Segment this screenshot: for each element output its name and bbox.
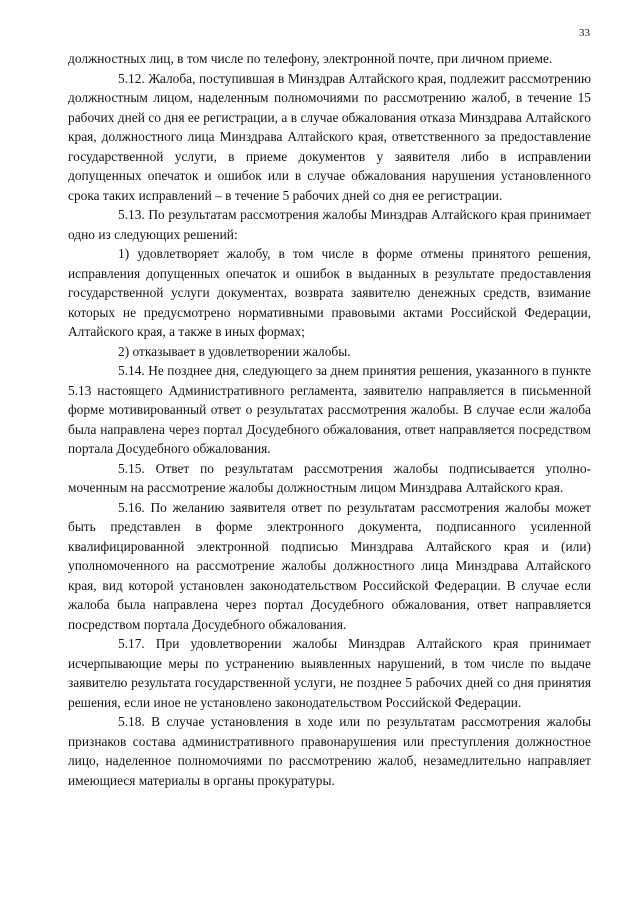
page-number: 33 [579,27,590,39]
paragraph-5-13-item-1: 1) удовлетворяет жалобу, в том числе в форме отмены принятого решения, исправления допущенных опечаток и ошибок в выданных в результате предоставления государственной услуги документах, возврата заявителю денежных средств, взимание которых не предусмотрено нормативными правовыми актами Российской Федерации, Алтайского края, а также в иных формах; [68,246,591,339]
paragraph-5-13: 5.13. По результатам рассмотрения жалобы Минздрав Алтайского края принимает одно из следующих решений: [68,207,591,242]
paragraph-5-14: 5.14. Не позднее дня, следующего за днем принятия решения, указанного в пункте 5.13 настоящего Административного регламента, заявителю направляется в письменной форме мотивированный ответ о результатах рассмотрения жалобы. В случае если жалоба была направлена через портал Досудебного обжалования, ответ направляется посредством портала Досудебного обжалования. [68,363,591,456]
paragraph-5-18: 5.18. В случае установления в ходе или по результатам рассмотрения жалобы признаков состава административного правонарушения или преступления должностное лицо, наделенное полномочиями по рассмотрению жалоб, незамедлительно направляет имеющиеся материалы в органы прокуратуры. [68,714,591,788]
paragraph-5-13-item-2: 2) отказывает в удовлетворении жалобы. [118,343,351,359]
paragraph-5-16: 5.16. По желанию заявителя ответ по результатам рассмотрения жалобы может быть представлен в форме электронного документа, подписанного усиленной квалифицированной электронной подписью Минздрава Алтайского края и (или) уполномоченного на рассмотрение жалобы должностного лица Минздрава Алтайского края, вид которой установлен законодательством Российской Федерации. В случае если жалоба была направлена через портал Досудебного обжалования, ответ направляется посредством портала Досудебного обжалования. [68,499,591,632]
paragraph-5-15: 5.15. Ответ по результатам рассмотрения жалобы подписывается уполномоченным на рассмотрение жалобы должностным лицом Минздрава Алтайского края. [68,460,591,495]
paragraph-5-12: 5.12. Жалоба, поступившая в Минздрав Алтайского края, подлежит рассмотрению должностным лицом, наделенным полномочиями по рассмотрению жалоб, в течение 15 рабочих дней со дня ее регистрации, а в случае обжалования отказа Минздрава Алтайского края, должностного лица Минздрава Алтайского края, ответственного за предоставление государственной услуги, в приеме документов у заявителя либо в исправлении допущенных опечаток и ошибок или в случае обжалования нарушения установленного срока таких исправлений – в течение 5 рабочих дней со дня ее регистрации. [68,70,591,203]
document-body [68,49,591,790]
paragraph-5-17: 5.17. При удовлетворении жалобы Минздрав Алтайского края принимает исчерпывающие меры по устранению выявленных нарушений, в том числе по выдаче заявителю результата государственной услуги, не позднее 5 рабочих дней со дня принятия решения, если иное не установлено законодательством Российской Федерации. [68,636,591,710]
paragraph-continuation: должностных лиц, в том числе по телефону, электронной почте, при личном приеме. [68,51,553,66]
